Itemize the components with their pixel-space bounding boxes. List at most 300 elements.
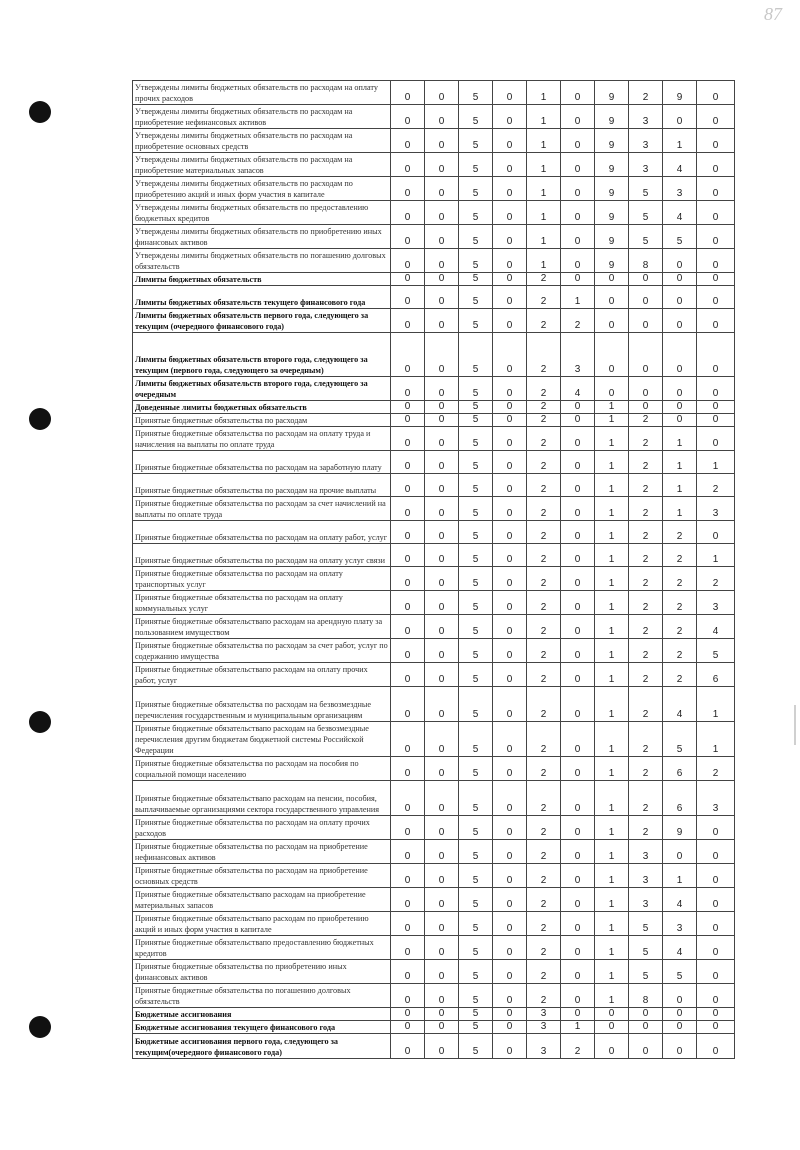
code-digit: 0 <box>493 401 527 414</box>
code-digit: 5 <box>459 427 493 451</box>
code-digit: 1 <box>697 544 735 567</box>
code-digit: 2 <box>561 1034 595 1059</box>
code-digit: 2 <box>527 663 561 687</box>
code-digit: 0 <box>391 474 425 497</box>
code-digit: 0 <box>391 960 425 984</box>
row-label: Утверждены лимиты бюджетных обязательств по предоставлению бюджетных кредитов <box>133 201 391 225</box>
code-digit: 0 <box>561 153 595 177</box>
code-digit: 0 <box>425 225 459 249</box>
code-digit: 0 <box>493 105 527 129</box>
code-digit: 4 <box>663 936 697 960</box>
code-digit: 0 <box>561 177 595 201</box>
table-row <box>133 663 735 687</box>
code-digit: 5 <box>459 497 493 521</box>
code-digit: 0 <box>391 225 425 249</box>
code-digit: 0 <box>425 840 459 864</box>
code-digit: 0 <box>663 401 697 414</box>
code-digit: 5 <box>629 201 663 225</box>
code-digit: 0 <box>561 722 595 757</box>
code-digit: 0 <box>425 591 459 615</box>
code-digit: 0 <box>629 1021 663 1034</box>
code-digit: 0 <box>391 105 425 129</box>
code-digit: 0 <box>391 757 425 781</box>
code-digit: 2 <box>629 567 663 591</box>
code-digit: 9 <box>663 81 697 105</box>
table-row <box>133 1021 735 1034</box>
code-digit: 1 <box>595 474 629 497</box>
code-digit: 2 <box>527 639 561 663</box>
code-digit: 1 <box>527 153 561 177</box>
code-digit: 2 <box>663 567 697 591</box>
code-digit: 0 <box>391 521 425 544</box>
table-row <box>133 722 735 757</box>
row-label: Принятые бюджетные обязательствапо расходам на оплату прочих работ, услуг <box>133 663 391 687</box>
code-digit: 0 <box>561 984 595 1008</box>
code-digit: 0 <box>561 201 595 225</box>
code-digit: 3 <box>629 840 663 864</box>
code-digit: 0 <box>697 414 735 427</box>
code-digit: 4 <box>697 615 735 639</box>
code-digit: 5 <box>459 888 493 912</box>
code-digit: 9 <box>595 105 629 129</box>
code-digit: 0 <box>561 663 595 687</box>
code-digit: 1 <box>527 81 561 105</box>
code-digit: 0 <box>425 521 459 544</box>
row-label: Принятые бюджетные обязательства по расходам за счет начислений на выплаты по оплате труда <box>133 497 391 521</box>
code-digit: 1 <box>663 474 697 497</box>
code-digit: 0 <box>629 286 663 309</box>
code-digit: 5 <box>663 960 697 984</box>
code-digit: 0 <box>629 377 663 401</box>
code-digit: 0 <box>663 249 697 273</box>
code-digit: 5 <box>459 521 493 544</box>
code-digit: 0 <box>493 591 527 615</box>
code-digit: 1 <box>595 757 629 781</box>
code-digit: 0 <box>663 333 697 377</box>
code-digit: 5 <box>459 1034 493 1059</box>
code-digit: 0 <box>391 912 425 936</box>
code-digit: 2 <box>527 451 561 474</box>
code-digit: 0 <box>425 177 459 201</box>
code-digit: 2 <box>527 474 561 497</box>
table-row <box>133 474 735 497</box>
code-digit: 0 <box>391 567 425 591</box>
table-row <box>133 129 735 153</box>
code-digit: 0 <box>493 286 527 309</box>
code-digit: 5 <box>459 960 493 984</box>
code-digit: 0 <box>493 427 527 451</box>
code-digit: 0 <box>697 286 735 309</box>
table-row <box>133 225 735 249</box>
code-digit: 0 <box>629 309 663 333</box>
code-digit: 2 <box>527 273 561 286</box>
code-digit: 9 <box>595 81 629 105</box>
code-digit: 0 <box>493 451 527 474</box>
code-digit: 1 <box>595 888 629 912</box>
code-digit: 0 <box>493 309 527 333</box>
code-digit: 0 <box>493 81 527 105</box>
code-digit: 0 <box>493 816 527 840</box>
table-row <box>133 451 735 474</box>
row-label: Принятые бюджетные обязательства по расходам на оплату услуг связи <box>133 544 391 567</box>
code-digit: 3 <box>663 912 697 936</box>
code-digit: 0 <box>391 615 425 639</box>
table-row <box>133 309 735 333</box>
code-digit: 0 <box>697 377 735 401</box>
code-digit: 5 <box>459 201 493 225</box>
code-digit: 0 <box>391 1008 425 1021</box>
code-digit: 0 <box>595 309 629 333</box>
code-digit: 2 <box>629 663 663 687</box>
table-row <box>133 286 735 309</box>
code-digit: 0 <box>425 960 459 984</box>
code-digit: 9 <box>595 225 629 249</box>
code-digit: 0 <box>697 984 735 1008</box>
code-digit: 0 <box>663 105 697 129</box>
code-digit: 0 <box>493 984 527 1008</box>
row-label: Принятые бюджетные обязательства по расходам на прочие выплаты <box>133 474 391 497</box>
table-row <box>133 936 735 960</box>
code-digit: 0 <box>561 249 595 273</box>
code-digit: 0 <box>493 757 527 781</box>
code-digit: 0 <box>391 1021 425 1034</box>
code-digit: 0 <box>561 544 595 567</box>
punch-hole-lower-middle <box>29 711 51 733</box>
code-digit: 2 <box>527 864 561 888</box>
code-digit: 0 <box>561 81 595 105</box>
code-digit: 0 <box>425 936 459 960</box>
code-digit: 0 <box>493 153 527 177</box>
code-digit: 0 <box>425 757 459 781</box>
code-digit: 0 <box>697 249 735 273</box>
code-digit: 2 <box>629 615 663 639</box>
row-label: Принятые бюджетные обязательства по расходам на оплату прочих расходов <box>133 816 391 840</box>
code-digit: 2 <box>527 521 561 544</box>
code-digit: 1 <box>595 840 629 864</box>
row-label: Утверждены лимиты бюджетных обязательств по расходам на оплату прочих расходов <box>133 81 391 105</box>
table-row <box>133 201 735 225</box>
code-digit: 0 <box>391 401 425 414</box>
code-digit: 0 <box>391 286 425 309</box>
code-digit: 0 <box>391 984 425 1008</box>
code-digit: 1 <box>595 544 629 567</box>
code-digit: 8 <box>629 249 663 273</box>
code-digit: 2 <box>527 427 561 451</box>
code-digit: 5 <box>459 249 493 273</box>
row-label: Утверждены лимиты бюджетных обязательств по погашению долговых обязательств <box>133 249 391 273</box>
code-digit: 2 <box>527 591 561 615</box>
code-digit: 1 <box>595 663 629 687</box>
code-digit: 1 <box>595 960 629 984</box>
row-label: Принятые бюджетные обязательства по приобретению иных финансовых активов <box>133 960 391 984</box>
code-digit: 3 <box>663 177 697 201</box>
code-digit: 0 <box>697 129 735 153</box>
code-digit: 0 <box>561 936 595 960</box>
code-digit: 0 <box>629 273 663 286</box>
code-digit: 0 <box>595 1021 629 1034</box>
code-digit: 0 <box>697 936 735 960</box>
scan-edge-mark <box>794 705 796 745</box>
code-digit: 0 <box>391 663 425 687</box>
code-digit: 0 <box>561 474 595 497</box>
row-label: Утверждены лимиты бюджетных обязательств по расходам на приобретение основных средств <box>133 129 391 153</box>
code-digit: 0 <box>425 401 459 414</box>
code-digit: 5 <box>459 225 493 249</box>
code-digit: 0 <box>391 273 425 286</box>
code-digit: 1 <box>663 451 697 474</box>
code-digit: 0 <box>493 912 527 936</box>
code-digit: 5 <box>459 273 493 286</box>
table-row <box>133 888 735 912</box>
table-row <box>133 249 735 273</box>
table-row <box>133 639 735 663</box>
code-digit: 2 <box>527 401 561 414</box>
row-label: Принятые бюджетные обязательства по расходам на пособия по социальной помощи населению <box>133 757 391 781</box>
code-digit: 0 <box>391 153 425 177</box>
table-row <box>133 401 735 414</box>
code-digit: 3 <box>527 1008 561 1021</box>
code-digit: 0 <box>697 427 735 451</box>
table-row <box>133 615 735 639</box>
code-digit: 0 <box>595 1034 629 1059</box>
code-digit: 5 <box>629 936 663 960</box>
code-digit: 0 <box>493 888 527 912</box>
code-digit: 0 <box>425 663 459 687</box>
code-digit: 0 <box>425 1008 459 1021</box>
account-codes-table <box>132 80 735 1059</box>
code-digit: 2 <box>697 567 735 591</box>
table-row <box>133 497 735 521</box>
code-digit: 2 <box>663 591 697 615</box>
code-digit: 1 <box>663 864 697 888</box>
code-digit: 3 <box>527 1021 561 1034</box>
code-digit: 4 <box>561 377 595 401</box>
code-digit: 0 <box>629 1034 663 1059</box>
code-digit: 0 <box>561 521 595 544</box>
row-label: Принятые бюджетные обязательства по расходам на приобретение нефинансовых активов <box>133 840 391 864</box>
code-digit: 0 <box>391 414 425 427</box>
code-digit: 0 <box>561 451 595 474</box>
code-digit: 2 <box>527 722 561 757</box>
row-label: Бюджетные ассигнования первого года, следующего за текущим(очередного финансового года) <box>133 1034 391 1059</box>
code-digit: 0 <box>391 81 425 105</box>
code-digit: 2 <box>629 639 663 663</box>
code-digit: 0 <box>493 567 527 591</box>
code-digit: 0 <box>425 201 459 225</box>
code-digit: 0 <box>493 225 527 249</box>
code-digit: 0 <box>697 521 735 544</box>
code-digit: 3 <box>527 1034 561 1059</box>
code-digit: 0 <box>595 1008 629 1021</box>
code-digit: 0 <box>697 888 735 912</box>
code-digit: 0 <box>561 414 595 427</box>
code-digit: 0 <box>493 1034 527 1059</box>
code-digit: 2 <box>663 544 697 567</box>
code-digit: 0 <box>391 687 425 722</box>
code-digit: 5 <box>459 153 493 177</box>
punch-hole-upper-middle <box>29 408 51 430</box>
code-digit: 0 <box>425 888 459 912</box>
code-digit: 2 <box>527 888 561 912</box>
code-digit: 2 <box>629 544 663 567</box>
row-label: Утверждены лимиты бюджетных обязательств по расходам на приобретение нефинансовых активов <box>133 105 391 129</box>
code-digit: 0 <box>391 639 425 663</box>
code-digit: 0 <box>493 1021 527 1034</box>
code-digit: 0 <box>391 129 425 153</box>
code-digit: 1 <box>595 687 629 722</box>
row-label: Принятые бюджетные обязательства по расходам за счет работ, услуг по содержанию имущества <box>133 639 391 663</box>
code-digit: 1 <box>663 129 697 153</box>
code-digit: 0 <box>561 591 595 615</box>
code-digit: 1 <box>595 781 629 816</box>
code-digit: 5 <box>459 177 493 201</box>
code-digit: 0 <box>425 474 459 497</box>
code-digit: 0 <box>663 309 697 333</box>
row-label: Принятые бюджетные обязательства по погашению долговых обязательств <box>133 984 391 1008</box>
code-digit: 0 <box>663 414 697 427</box>
code-digit: 0 <box>391 201 425 225</box>
code-digit: 0 <box>663 377 697 401</box>
code-digit: 0 <box>697 960 735 984</box>
code-digit: 0 <box>697 273 735 286</box>
table-body <box>133 81 735 1059</box>
row-label: Утверждены лимиты бюджетных обязательств по приобретению иных финансовых активов <box>133 225 391 249</box>
table-row <box>133 333 735 377</box>
code-digit: 1 <box>663 427 697 451</box>
code-digit: 5 <box>459 567 493 591</box>
code-digit: 0 <box>697 81 735 105</box>
code-digit: 1 <box>595 936 629 960</box>
code-digit: 0 <box>493 414 527 427</box>
page-number-mark: 87 <box>764 4 782 24</box>
code-digit: 0 <box>493 1008 527 1021</box>
code-digit: 0 <box>391 722 425 757</box>
code-digit: 0 <box>493 722 527 757</box>
code-digit: 0 <box>561 687 595 722</box>
code-digit: 2 <box>629 474 663 497</box>
code-digit: 0 <box>425 864 459 888</box>
row-label: Принятые бюджетные обязательства по расходам на оплату работ, услуг <box>133 521 391 544</box>
code-digit: 0 <box>697 912 735 936</box>
code-digit: 0 <box>391 544 425 567</box>
code-digit: 3 <box>629 129 663 153</box>
code-digit: 2 <box>629 687 663 722</box>
code-digit: 0 <box>629 1008 663 1021</box>
code-digit: 5 <box>459 840 493 864</box>
code-digit: 2 <box>629 427 663 451</box>
code-digit: 0 <box>425 1034 459 1059</box>
row-label: Лимиты бюджетных обязательств второго года, следующего за очередным <box>133 377 391 401</box>
code-digit: 0 <box>561 497 595 521</box>
code-digit: 1 <box>697 451 735 474</box>
table-row <box>133 984 735 1008</box>
code-digit: 5 <box>459 309 493 333</box>
code-digit: 0 <box>493 129 527 153</box>
code-digit: 0 <box>425 615 459 639</box>
table-row <box>133 427 735 451</box>
code-digit: 5 <box>629 225 663 249</box>
code-digit: 0 <box>425 286 459 309</box>
code-digit: 5 <box>459 286 493 309</box>
code-digit: 0 <box>663 1008 697 1021</box>
code-digit: 2 <box>629 591 663 615</box>
code-digit: 0 <box>697 105 735 129</box>
code-digit: 0 <box>663 984 697 1008</box>
code-digit: 1 <box>595 984 629 1008</box>
code-digit: 0 <box>391 591 425 615</box>
code-digit: 0 <box>697 1008 735 1021</box>
code-digit: 5 <box>663 722 697 757</box>
code-digit: 1 <box>527 177 561 201</box>
code-digit: 0 <box>391 427 425 451</box>
code-digit: 0 <box>493 249 527 273</box>
code-digit: 2 <box>527 309 561 333</box>
code-digit: 1 <box>561 286 595 309</box>
table-row <box>133 177 735 201</box>
code-digit: 0 <box>697 864 735 888</box>
code-digit: 2 <box>527 757 561 781</box>
code-digit: 0 <box>425 81 459 105</box>
code-digit: 0 <box>425 427 459 451</box>
code-digit: 0 <box>493 781 527 816</box>
table-row <box>133 1008 735 1021</box>
code-digit: 0 <box>391 377 425 401</box>
row-label: Лимиты бюджетных обязательств первого года, следующего за текущим (очередного финансового года) <box>133 309 391 333</box>
code-digit: 0 <box>561 105 595 129</box>
code-digit: 2 <box>697 474 735 497</box>
code-digit: 0 <box>425 333 459 377</box>
code-digit: 5 <box>459 781 493 816</box>
code-digit: 2 <box>527 984 561 1008</box>
code-digit: 2 <box>527 333 561 377</box>
code-digit: 4 <box>663 888 697 912</box>
code-digit: 1 <box>663 497 697 521</box>
code-digit: 0 <box>391 333 425 377</box>
code-digit: 1 <box>697 722 735 757</box>
table-row <box>133 687 735 722</box>
code-digit: 5 <box>459 129 493 153</box>
code-digit: 0 <box>663 1021 697 1034</box>
code-digit: 5 <box>459 474 493 497</box>
code-digit: 0 <box>595 333 629 377</box>
code-digit: 2 <box>663 639 697 663</box>
table-row <box>133 912 735 936</box>
code-digit: 0 <box>493 615 527 639</box>
code-digit: 5 <box>459 912 493 936</box>
code-digit: 5 <box>459 81 493 105</box>
code-digit: 5 <box>629 912 663 936</box>
code-digit: 0 <box>493 663 527 687</box>
code-digit: 0 <box>391 840 425 864</box>
code-digit: 0 <box>697 333 735 377</box>
code-digit: 5 <box>697 639 735 663</box>
code-digit: 0 <box>629 333 663 377</box>
code-digit: 1 <box>595 401 629 414</box>
row-label: Принятые бюджетные обязательствапо предоставлению бюджетных кредитов <box>133 936 391 960</box>
row-label: Принятые бюджетные обязательствапо расходам по приобретению акций и иных форм участия в капитале <box>133 912 391 936</box>
code-digit: 3 <box>629 153 663 177</box>
code-digit: 0 <box>561 960 595 984</box>
code-digit: 5 <box>459 544 493 567</box>
code-digit: 0 <box>595 377 629 401</box>
code-digit: 9 <box>595 201 629 225</box>
row-label: Принятые бюджетные обязательствапо расходам на пенсии, пособия, выплачиваемые организациями сектора государственного управления <box>133 781 391 816</box>
code-digit: 0 <box>391 936 425 960</box>
code-digit: 0 <box>697 153 735 177</box>
code-digit: 0 <box>493 273 527 286</box>
code-digit: 3 <box>561 333 595 377</box>
code-digit: 0 <box>493 201 527 225</box>
